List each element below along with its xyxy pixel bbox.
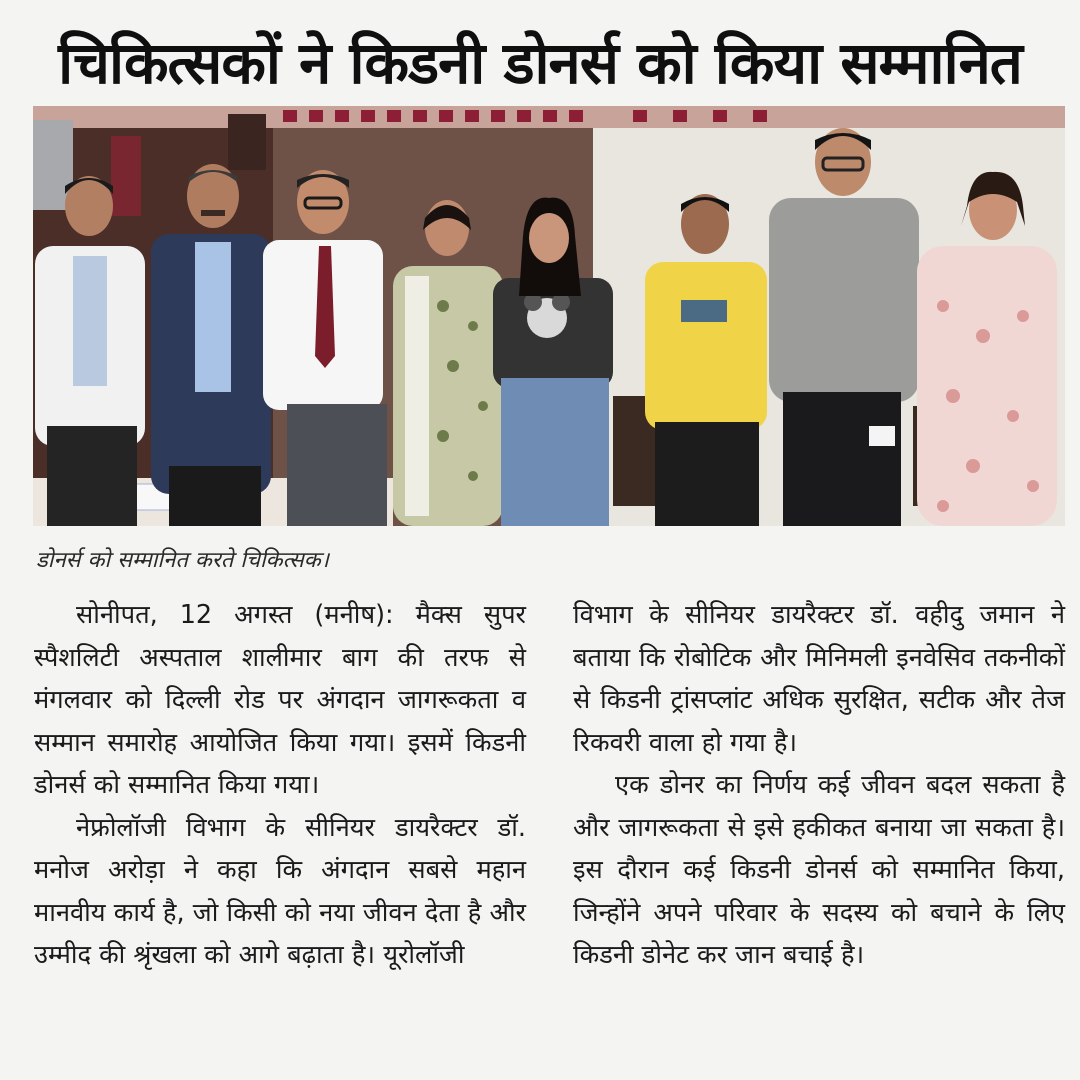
headline: चिकित्सकों ने किडनी डोनर्स को किया सम्मानित: [58, 28, 1022, 97]
article-paragraph: विभाग के सीनियर डायरैक्टर डॉ. वहीदु जमान ने बताया कि रोबोटिक और मिनिमली इनवेसिव तकनीकों से किडनी ट्रांसप्लांट अधिक सुरक्षित, सटीक और तेज रिकवरी वाला हो गया है।: [573, 600, 1065, 758]
group-photo: [33, 106, 1065, 526]
article-column-right: [573, 594, 1065, 977]
article-paragraph: एक डोनर का निर्णय कई जीवन बदल सकता है और जागरूकता से इसे हकीकत बनाया जा सकता है। इस दौरान कई किडनी डोनर्स को सम्मानित किया, जिन्होंने अपने परिवार के सदस्य को बचाने के लिए किडनी डोनेट कर जान बचाई है।: [573, 770, 1065, 970]
article-paragraph: सोनीपत, 12 अगस्त (मनीष): मैक्स सुपर स्पैशलिटी अस्पताल शालीमार बाग की तरफ से मंगलवार को दिल्ली रोड पर अंगदान जागरूकता व सम्मान समारोह आयोजित किया गया। इसमें किडनी डोनर्स को सम्मानित किया गया।: [34, 600, 526, 800]
article-paragraph: नेफ्रोलॉजी विभाग के सीनियर डायरैक्टर डॉ. मनोज अरोड़ा ने कहा कि अंगदान सबसे महान मानवीय कार्य है, जो किसी को नया जीवन देता है और उम्मीद की श्रृंखला को आगे बढ़ाता है। यूरोलॉजी: [34, 812, 526, 970]
article-column-left: [34, 594, 526, 977]
group-photo-illustration: [33, 106, 1065, 526]
photo-caption: डोनर्स को सम्मानित करते चिकित्सक।: [36, 548, 329, 573]
